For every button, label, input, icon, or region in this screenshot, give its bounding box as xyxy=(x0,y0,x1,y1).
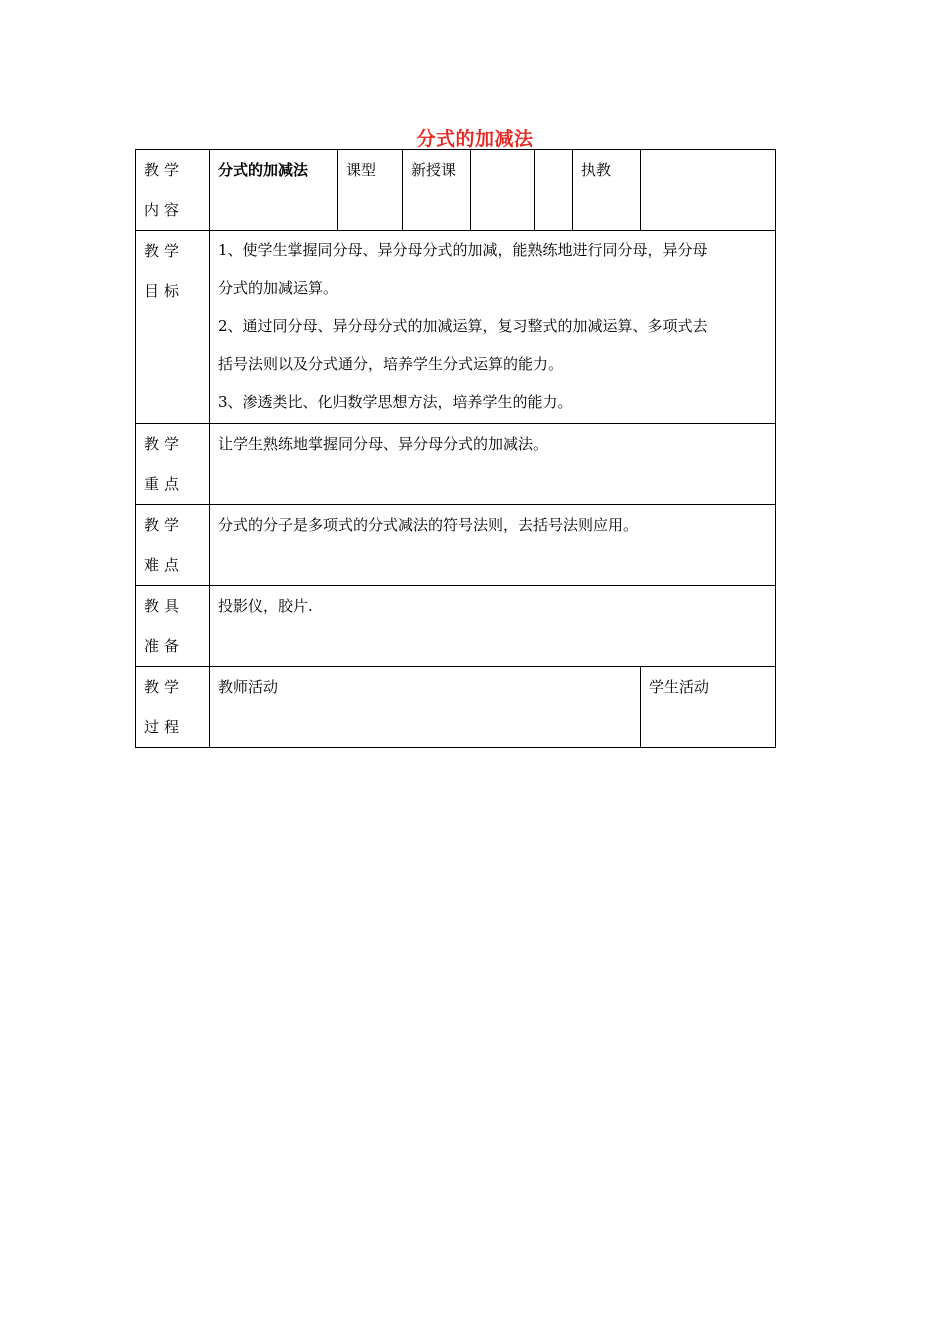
goal-line: 括号法则以及分式通分，培养学生分式运算的能力。 xyxy=(218,355,564,373)
content-value: 分式的加减法 xyxy=(210,150,338,231)
key-points-value: 让学生熟练地掌握同分母、异分母分式的加减法。 xyxy=(210,424,776,505)
goal-line: 3、渗透类比、化归数学思想方法，培养学生的能力。 xyxy=(218,393,573,411)
blank-cell-1 xyxy=(471,150,535,231)
process-row xyxy=(136,667,776,748)
tools-row xyxy=(136,586,776,667)
type-value: 新授课 xyxy=(403,150,471,231)
difficulties-value: 分式的分子是多项式的分式减法的符号法则，去括号法则应用。 xyxy=(210,505,776,586)
goal-line: 1、使学生掌握同分母、异分母分式的加减，能熟练地进行同分母，异分母 xyxy=(218,241,708,259)
difficulties-row xyxy=(136,505,776,586)
type-label: 课型 xyxy=(338,150,403,231)
header-row xyxy=(136,150,776,231)
goals-row xyxy=(136,231,776,424)
document-title: 分式的加减法 xyxy=(416,128,534,150)
blank-cell-2 xyxy=(535,150,573,231)
teacher-activity-cell: 教师活动 xyxy=(210,667,641,748)
teacher-value xyxy=(641,150,776,231)
goal-line: 2、通过同分母、异分母分式的加减运算，复习整式的加减运算、多项式去 xyxy=(218,317,708,335)
student-activity-cell: 学生活动 xyxy=(641,667,776,748)
goals-content xyxy=(210,231,776,424)
key-points-label: 教学重点 xyxy=(136,424,210,505)
goal-line: 分式的加减运算。 xyxy=(218,279,339,297)
content-label: 教学内容 xyxy=(136,150,210,231)
lesson-plan-table xyxy=(135,149,776,748)
teacher-label: 执教 xyxy=(573,150,641,231)
process-label: 教学过程 xyxy=(136,667,210,748)
tools-label: 教具准备 xyxy=(136,586,210,667)
difficulties-label: 教学难点 xyxy=(136,505,210,586)
tools-value: 投影仪，胶片. xyxy=(210,586,776,667)
key-points-row xyxy=(136,424,776,505)
goals-label: 教学目标 xyxy=(136,231,210,424)
